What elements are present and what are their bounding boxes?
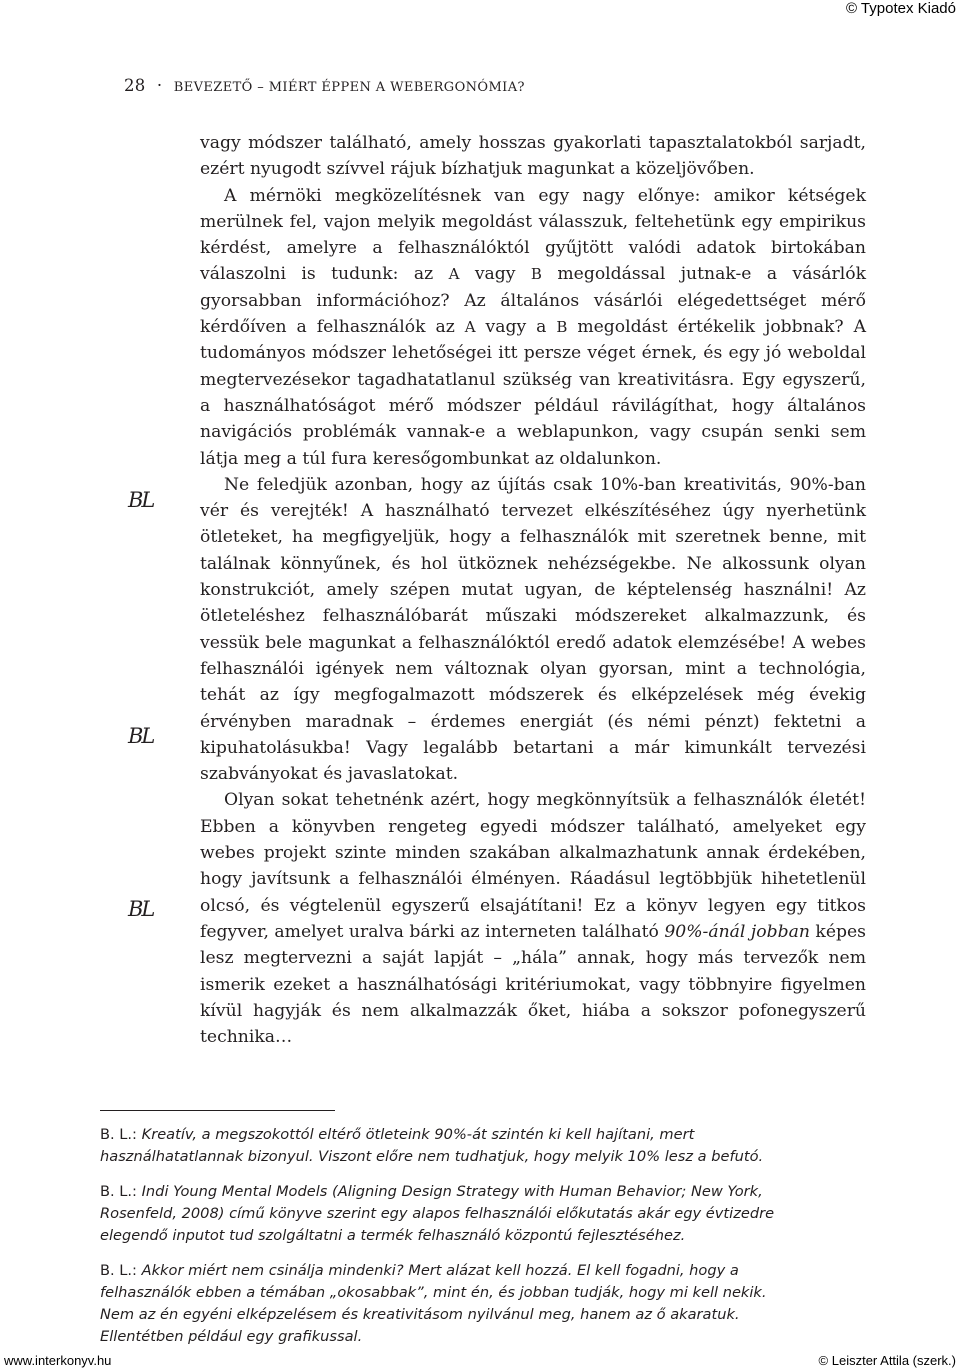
margin-mark-3: BL <box>128 897 154 921</box>
option-b-label: B <box>530 265 542 284</box>
option-b-label: B <box>556 318 568 337</box>
paragraph-4-part-a: Olyan sokat tehetnénk azért, hogy megkönnyítsük a felhasználók életét! Ebben a könyvben rengeteg egyedi módszer található, amelyeket egy webes projekt szinte minden szakában alkalmazhatunk annak érdekében, hogy javítsunk a felhasználói élményen. Ráadásul legtöbbjük hihetetlenül olcsó, és végtelenül egyszerű elsajátítani! Ez a könyv legyen egy titkos fegyver, amelyet uralva bárki az interneten található <box>200 790 866 942</box>
paragraph-2 <box>200 183 866 472</box>
paragraph-3: Ne feledjük azonban, hogy az újítás csak 10%-ban kreativitás, 90%-ban vér és verejték! A használható tervezet elkészítéséhez úgy nyerhetünk ötleteket, ha megfigyeljük, hogy a felhasználók mit szeretnek benne, mit találnak könnyűnek, és hol ütköznek nehézségekbe. Ne alkossunk olyan konstrukciót, amely szépen mutat ugyan, de képtelenség használni! Az ötleteléshez felhasználóbarát műszaki módszereket alkalmazzunk, és vessük bele magunkat a felhasználóktól eredő adatok elemzésébe! A webes felhasználói igények nem változnak olyan gyorsan, mint a technológia, tehát az így megfogalmazott módszerek és elképzelések még évekig érvényben maradnak – érdemes energiát (és némi pénzt) fektetni a kipuhatolásukba! Vagy legalább betartani a már kimunkált tervezési szabványokat és javaslatokat. <box>200 474 866 785</box>
footer-website-link[interactable]: www.interkonyv.hu <box>4 1353 112 1368</box>
footnote-text: Kreatív, a megszokottól eltérő ötleteink 90%-át szintén ki kell hajítani, mert használhatatlannak bizonyul. Viszont előre nem tudhatjuk, hogy melyik 10% lesz a befutó. <box>100 1126 764 1165</box>
paragraph-2-part-a: A mérnöki megközelítésnek van egy nagy előnye: amikor kétségek merülnek fel, vajon melyik megoldást válasszuk, feltehetünk egy empirikus kérdést, amelyre a felhasználóktól gyűjtött valódi adatok birtokában válaszolni is tudunk: az <box>200 185 866 285</box>
paragraph-4-emphasis: 90%-ánál jobban <box>664 921 810 942</box>
margin-mark-2: BL <box>128 724 154 748</box>
running-head-separator: · <box>156 76 163 95</box>
paragraph-1: vagy módszer található, amely hosszas gyakorlati tapasztalatokból sarjadt, ezért nyugodt szívvel rájuk bízhatjuk magunkat a közeljövőben. <box>200 133 866 180</box>
footnote-text: Indi Young Mental Models (Aligning Design Strategy with Human Behavior; New York, Rosenfeld, 2008) című könyve szerint egy alapos felhasználói előkutatás akár egy évtizedre elegendő inputot tud szolgáltatni a termék felhasználó központú fejlesztéséhez. <box>100 1183 775 1244</box>
paragraph-2-part-b: vagy <box>459 264 531 285</box>
footnote-3 <box>100 1260 800 1348</box>
option-a-label: A <box>448 265 460 284</box>
footnote-text: Akkor miért nem csinálja mindenki? Mert alázat kell hozzá. El kell fogadni, hogy a felhasználók ebben a témában „okosabbak”, mint én, és jobban tudják, hogy mi kell nekik. Nem az én egyéni elképzelésem és kreativitásom nyilvánul meg, hanem az ő akaratuk. Ellentétben például egy grafikussal. <box>100 1262 767 1345</box>
footnote-label: B. L.: <box>100 1262 137 1279</box>
body-text <box>200 130 866 1050</box>
paragraph-2-part-e: megoldást értékelik jobbnak? A tudományos módszer lehetőségei itt persze véget érnek, és egy jó weboldal megtervezésekor tagadhatatlanul szükség van kreativitásra. Egy egyszerű, a használhatóságot mérő módszer például rávilágíthat, hogy általános navigációs problémák vannak-e a weblapunkon, vagy csupán senki sem látja meg a túl fura keresőgombunkat az oldalunkon. <box>200 317 866 469</box>
footnote-rule <box>100 1110 335 1111</box>
option-a-label: A <box>464 318 476 337</box>
footnotes <box>100 1124 800 1361</box>
footer-editor-copyright: © Leiszter Attila (szerk.) <box>818 1353 956 1368</box>
margin-mark-1: BL <box>128 488 154 512</box>
paragraph-4-part-b: képes lesz megtervezni a saját lapját – „hála” annak, hogy más tervezők nem ismerik ezeket a használhatósági kritériumokat, vagy többnyire figyelmen kívül hagyják és nem alkalmazzák őket, hiába a sokszor pofonegyszerű technika… <box>200 921 866 1048</box>
footnote-2 <box>100 1181 800 1247</box>
paragraph-4 <box>200 787 866 1050</box>
publisher-copyright: © Typotex Kiadó <box>845 0 956 17</box>
footnote-label: B. L.: <box>100 1183 137 1200</box>
running-head-section: BEVEZETŐ – MIÉRT ÉPPEN A WEBERGONÓMIA? <box>173 80 525 95</box>
page-number: 28 <box>124 76 146 95</box>
paragraph-2-part-d: vagy a <box>475 317 557 338</box>
footnote-label: B. L.: <box>100 1126 137 1143</box>
footnote-1 <box>100 1124 800 1168</box>
paragraph-2-part-c: megoldással jutnak-e a vásárlók gyorsabban információhoz? Az általános vásárlói elégedettséget mérő kérdőíven a felhasználók az <box>200 264 866 338</box>
running-head <box>124 76 525 95</box>
